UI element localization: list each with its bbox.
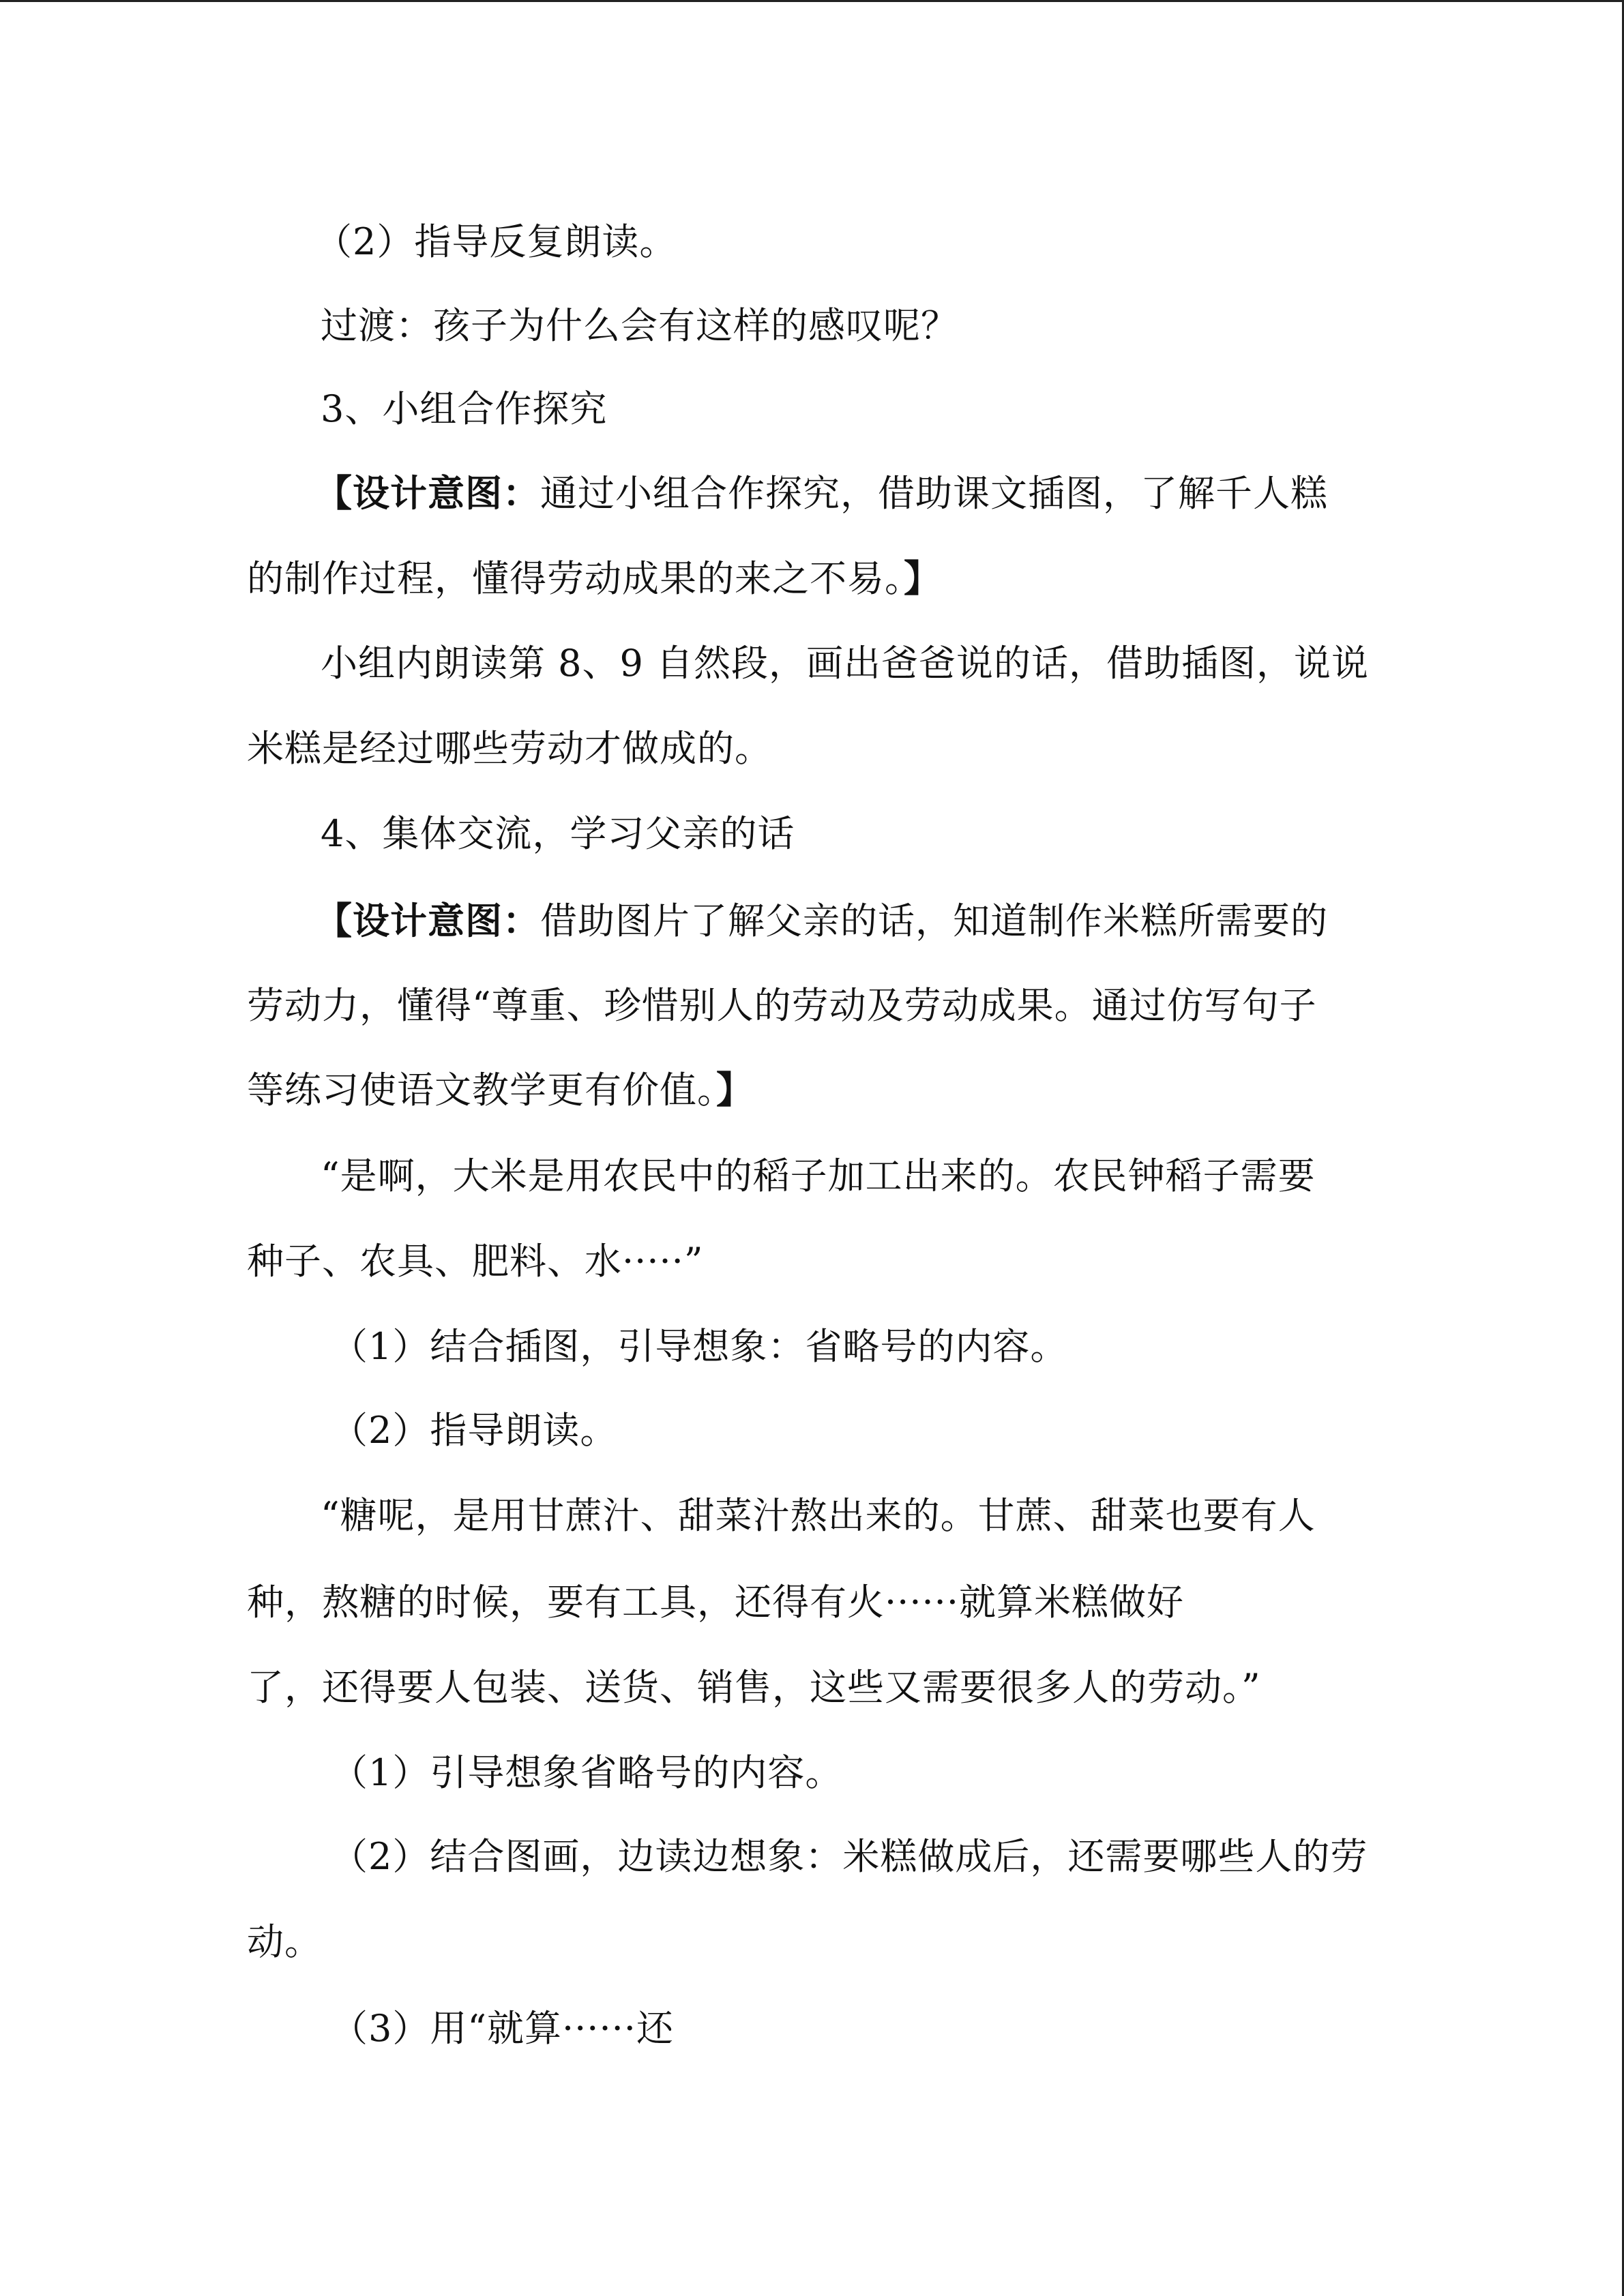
quote-line: 种，熬糖的时候，要有工具，还得有火······就算米糕做好 <box>247 1581 1184 1624</box>
design-intent-paragraph-cont <box>247 1068 754 1112</box>
design-intent-text: 借助图片了解父亲的话，知道制作米糕所需要的 <box>540 899 1328 942</box>
quote-line: 了，还得要人包装、送货、销售，这些又需要很多人的劳动。” <box>247 1666 1261 1709</box>
design-intent-label: 【设计意图： <box>315 899 540 942</box>
paragraph-line: 劳动力，懂得“尊重、珍惜别人的劳动及劳动成果。通过仿写句子 <box>247 984 1317 1027</box>
design-intent-paragraph <box>315 471 1328 516</box>
paragraph-line: 动。 <box>247 1920 322 1963</box>
page-border-top <box>0 0 1624 2</box>
quote-line: 种子、农具、肥料、水·····” <box>247 1240 704 1283</box>
paragraph-line: 米糕是经过哪些劳动才做成的。 <box>247 727 772 770</box>
section-heading: 3、小组合作探究 <box>321 387 608 430</box>
quote-line: “是啊，大米是用农民中的稻子加工出来的。农民钟稻子需要 <box>321 1154 1316 1197</box>
paragraph-line: （1）结合插图，引导想象：省略号的内容。 <box>331 1325 1068 1368</box>
design-intent-label: 【设计意图： <box>315 471 540 515</box>
paragraph-line: （2）指导朗读。 <box>331 1409 618 1452</box>
design-intent-close: 】 <box>904 556 941 600</box>
design-intent-paragraph <box>315 899 1328 943</box>
design-intent-paragraph-cont <box>247 556 941 601</box>
paragraph-line: （2）结合图画，边读边想象：米糕做成后，还需要哪些人的劳 <box>331 1835 1368 1878</box>
design-intent-text: 通过小组合作探究，借助课文插图，了解千人糕 <box>540 472 1328 515</box>
design-intent-close: 】 <box>716 1068 754 1112</box>
paragraph-line: （2）指导反复朗读。 <box>315 220 677 263</box>
paragraph-line: 小组内朗读第 8、9 自然段，画出爸爸说的话，借助插图，说说 <box>321 642 1370 685</box>
section-heading: 4、集体交流，学习父亲的话 <box>321 812 795 855</box>
design-intent-text: 的制作过程，懂得劳动成果的来之不易。 <box>247 557 904 600</box>
design-intent-text: 等练习使语文教学更有价值。 <box>247 1069 716 1112</box>
paragraph-line: 过渡：孩子为什么会有这样的感叹呢？ <box>321 304 958 347</box>
quote-line: “糖呢，是用甘蔗汁、甜菜汁熬出来的。甘蔗、甜菜也要有人 <box>321 1494 1316 1537</box>
paragraph-line: （3）用“就算······还 <box>331 2007 674 2050</box>
paragraph-line: （1）引导想象省略号的内容。 <box>331 1751 843 1794</box>
